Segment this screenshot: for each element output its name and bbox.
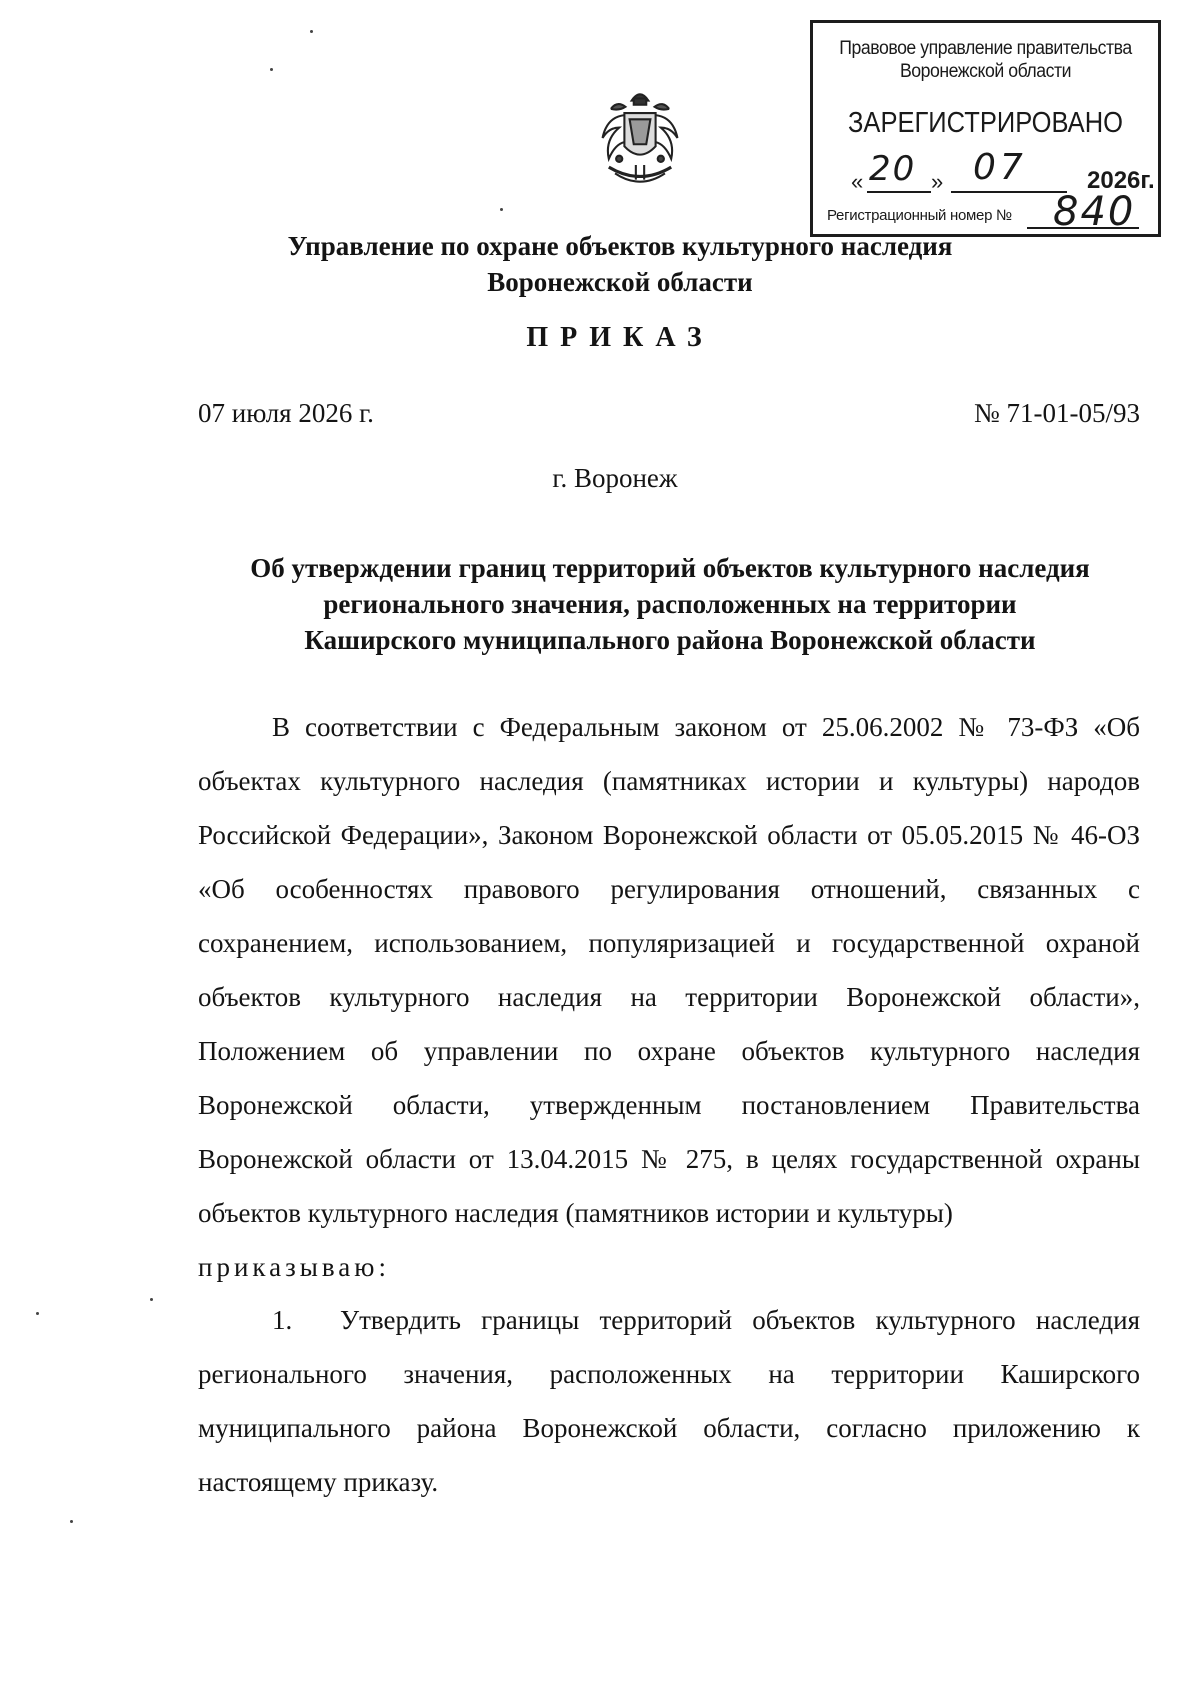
stamp-month-underline (951, 191, 1067, 193)
stamp-reg-number-label: Регистрационный номер № (827, 207, 1012, 224)
stamp-month: 07 (973, 147, 1027, 188)
stamp-year: 2026г. (1087, 167, 1155, 194)
document-number: № 71-01-05/93 (974, 398, 1140, 428)
scan-speck (500, 208, 503, 211)
stamp-day-underline (867, 191, 931, 193)
order-item-1 (198, 1293, 1140, 1509)
stamp-quote-close: » (931, 169, 944, 194)
stamp-registered-label: ЗАРЕГИСТРИРОВАНО (848, 107, 1123, 139)
order-item-1-text: Утвердить границы территорий объектов культурного наследия регионального значения, расположенных на территории Каширского муниципального района Воронежской области, согласно приложению к настоящему приказу. (198, 1305, 1140, 1497)
scan-speck (270, 68, 273, 71)
order-item-1-number: 1. (272, 1305, 293, 1335)
coat-of-arms-icon (588, 86, 692, 190)
registration-stamp (810, 20, 1161, 237)
scan-speck (36, 1312, 39, 1315)
document-type-title: ПРИКАЗ (526, 322, 714, 353)
document-subject: Об утверждении границ территорий объектов культурного наследия регионального значения, расположенных на территории Каширского муниципального района Воронежской области (250, 553, 1090, 655)
document-city: г. Воронеж (552, 463, 678, 493)
stamp-day: 20 (869, 149, 917, 189)
stamp-organization-line1: Правовое управление правительства (839, 38, 1132, 59)
scan-speck (310, 30, 313, 33)
order-word: приказываю: (198, 1252, 390, 1282)
stamp-reg-number: 840 (1053, 189, 1136, 235)
document-date: 07 июля 2026 г. (198, 398, 374, 428)
document-header (0, 228, 1200, 300)
stamp-organization (825, 37, 1146, 83)
region-name: Воронежской области (487, 267, 753, 297)
scan-speck (150, 1298, 153, 1301)
stamp-organization-line2: Воронежской области (899, 61, 1072, 82)
stamp-quote-open: « (851, 169, 864, 194)
scan-speck (70, 1520, 73, 1523)
preamble-paragraph: В соответствии с Федеральным законом от 25.06.2002 № 73-ФЗ «Об объектах культурного наследия (памятниках истории и культуры) народов Российской Федерации», Законом Воронежской области от 05.05.2015 № 46-ОЗ «Об особенностях правового регулирования отношений, связанных с сохранением, использованием, популяризацией и государственной охраной объектов культурного наследия на территории Воронежской области», Положением об управлении по охране объектов культурного наследия Воронежской области, утвержденным постановлением Правительства Воронежской области от 13.04.2015 № 275, в целях государственной охраны объектов культурного наследия (памятников истории и культуры) (198, 712, 1140, 1228)
organization-name: Управление по охране объектов культурного наследия (287, 231, 953, 261)
